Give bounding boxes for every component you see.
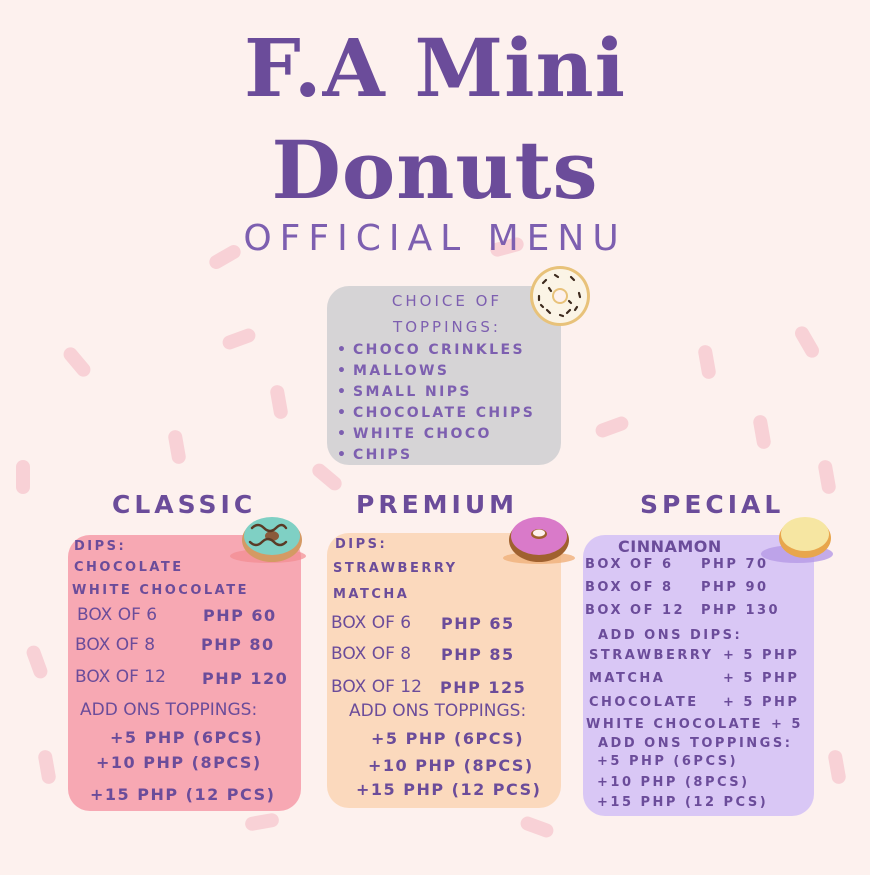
classic-box-price: PHP 120	[202, 669, 289, 688]
special-addon-item: +5 PHP (6PCS)	[597, 754, 739, 769]
special-addon-dip-price: + 5 PHP	[723, 695, 800, 710]
special-addon-dip-name: CHOCOLATE	[589, 695, 699, 710]
classic-dip-item: CHOCOLATE	[74, 560, 184, 575]
classic-box-label: BOX OF 6	[77, 605, 158, 625]
topping-item: • SMALL NIPS	[335, 382, 535, 403]
classic-addon-item: +10 PHP (8PCS)	[96, 753, 262, 772]
toppings-list	[335, 340, 535, 466]
special-box-label: BOX OF 6	[585, 557, 674, 572]
toppings-box	[327, 286, 561, 465]
special-flavor: CINNAMON	[618, 537, 722, 556]
topping-item: • WHITE CHOCO	[335, 424, 535, 445]
classic-addons-label: ADD ONS TOPPINGS:	[80, 700, 258, 720]
special-addon-dip-price: + 5	[771, 717, 803, 732]
special-title: SPECIAL	[640, 490, 785, 519]
premium-box	[327, 533, 561, 808]
classic-box-label: BOX OF 8	[75, 635, 156, 655]
premium-box-label: BOX OF 8	[331, 644, 412, 664]
special-addon-dip-price: + 5 PHP	[723, 648, 800, 663]
premium-title: PREMIUM	[356, 490, 519, 519]
premium-box-price: PHP 85	[441, 645, 515, 664]
title-line-2: Donuts	[271, 123, 599, 217]
topping-item-continued: • CHIPS	[335, 445, 535, 466]
special-box-label: BOX OF 12	[585, 603, 686, 618]
premium-box-price: PHP 125	[440, 678, 527, 697]
premium-dip-item: MATCHA	[333, 587, 410, 602]
special-addon-dip-name: MATCHA	[589, 671, 666, 686]
topping-item: • MALLOWS	[335, 361, 535, 382]
special-addons-label: ADD ONS TOPPINGS:	[598, 736, 793, 751]
special-box-price: PHP 70	[701, 557, 769, 572]
premium-box-label: BOX OF 12	[331, 677, 422, 697]
classic-addon-item: +15 PHP (12 PCS)	[90, 785, 276, 804]
premium-addon-item: +15 PHP (12 PCS)	[356, 780, 542, 799]
topping-item: • CHOCOLATE CHIPS	[335, 403, 535, 424]
special-addon-dip-name: STRAWBERRY	[589, 648, 714, 663]
premium-box-price: PHP 65	[441, 614, 515, 633]
classic-dips-label: DIPS:	[74, 539, 127, 554]
classic-box-label: BOX OF 12	[75, 667, 166, 687]
sprinkle-donut-icon	[527, 263, 593, 329]
premium-addon-item: +10 PHP (8PCS)	[368, 756, 534, 775]
classic-box-price: PHP 80	[201, 635, 275, 654]
special-addon-dip-price: + 5 PHP	[723, 671, 800, 686]
toppings-heading-line-1: CHOICE OF	[391, 292, 503, 310]
special-box	[583, 535, 814, 816]
premium-dip-item: STRAWBERRY	[333, 561, 458, 576]
special-box-price: PHP 90	[701, 580, 769, 595]
special-addon-dips-label: ADD ONS DIPS:	[598, 628, 743, 643]
special-box-label: BOX OF 8	[585, 580, 674, 595]
premium-addons-label: ADD ONS TOPPINGS:	[349, 701, 527, 721]
classic-title: CLASSIC	[112, 490, 257, 519]
special-addon-item: +15 PHP (12 PCS)	[597, 795, 769, 810]
classic-dip-item: WHITE CHOCOLATE	[72, 583, 249, 598]
classic-box	[68, 535, 301, 811]
premium-dips-label: DIPS:	[335, 537, 388, 552]
special-addon-item: +10 PHP (8PCS)	[597, 775, 750, 790]
classic-box-price: PHP 60	[203, 606, 277, 625]
subtitle: OFFICIAL MENU	[243, 218, 627, 259]
premium-box-label: BOX OF 6	[331, 613, 412, 633]
special-addon-dip-name: WHITE CHOCOLATE	[586, 717, 763, 732]
toppings-heading-line-2: TOPPINGS:	[393, 318, 501, 336]
title-line-1: F.A Mini	[243, 21, 627, 115]
topping-item: • CHOCO CRINKLES	[335, 340, 535, 361]
classic-addon-item: +5 PHP (6PCS)	[110, 728, 264, 747]
special-box-price: PHP 130	[701, 603, 781, 618]
pink-donut-icon	[497, 508, 577, 566]
premium-addon-item: +5 PHP (6PCS)	[371, 729, 525, 748]
glazed-donut-icon	[757, 508, 837, 566]
mint-donut-icon	[228, 510, 308, 566]
